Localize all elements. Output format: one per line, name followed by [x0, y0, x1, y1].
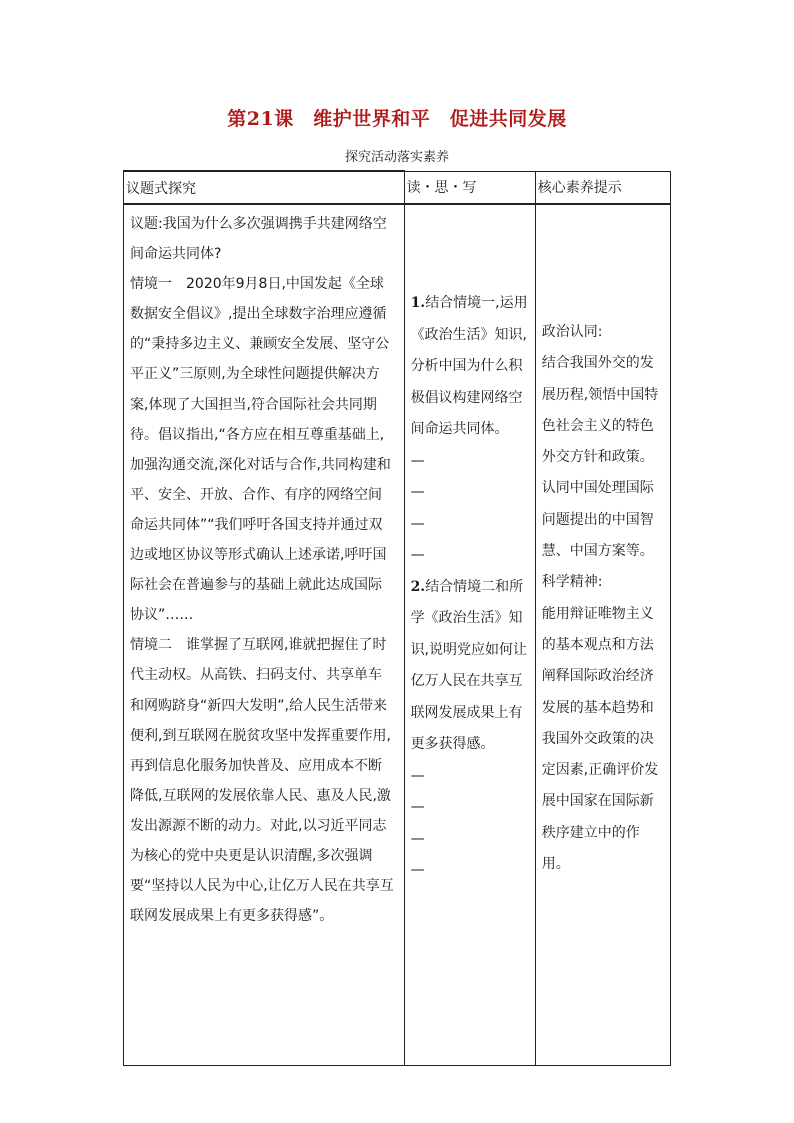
- question-one-number: 1.: [410, 295, 426, 311]
- question-two: [411, 572, 529, 761]
- table-header-row: [124, 171, 671, 204]
- question-two-text: 结合情境二和所学《政治生活》知识,说明党应如何让亿万人民在共享互联网发展成果上有更多获得感。: [410, 578, 528, 752]
- topic-question: 议题:我国为什么多次强调携手共建网络空间命运共同体?: [130, 216, 387, 263]
- table-body-row: [124, 204, 671, 1066]
- header-read-think-write: 读・思・写: [404, 171, 535, 204]
- inquiry-table: [123, 170, 671, 1066]
- header-inquiry: 议题式探究: [124, 171, 405, 204]
- scientific-spirit-text: 能用辩证唯物主义的基本观点和方法阐释国际政治经济发展的基本趋势和我国外交政策的决定因素,正确评价发展中国家在国际新秩序建立中的作用。: [541, 605, 659, 873]
- question-one: [411, 288, 529, 446]
- scenario-one: 情境一 2020年9月8日,中国发起《全球数据安全倡议》,提出全球数字治理应遵循的“秉持多边主义、兼顾安全发展、坚守公平正义”三原则,为全球性问题提供解决方案,体现了大国担当,符合国际社会共同期待。倡议指出,“各方应在相互尊重基础上,加强沟通交流,深化对话与合作,共同构建和平、安全、开放、合作、有序的网络空间命运共同体”“我们呼吁各国支持并通过双边或地区协议等形式确认上述承诺,呼吁国际社会在普遍参与的基础上就此达成国际协议”……: [130, 276, 391, 624]
- scientific-spirit-heading: 科学精神:: [541, 574, 603, 591]
- lesson-title: 第21课 维护世界和平 促进共同发展: [227, 108, 567, 130]
- header-core-literacy: 核心素养提示: [535, 171, 670, 204]
- answer-line[interactable]: —: [410, 547, 425, 563]
- political-identity-heading: 政治认同:: [541, 324, 603, 340]
- political-identity-text: 结合我国外交的发展历程,领悟中国特色社会主义的特色外交方针和政策。认同中国处理国际问题提出的中国智慧、中国方案等。: [541, 355, 659, 560]
- core-literacy-column: [535, 204, 670, 1066]
- answer-line[interactable]: —: [410, 452, 425, 469]
- question-one-text: 结合情境一,运用《政治生活》知识,分析中国为什么积极倡议构建网络空间命运共同体。: [410, 295, 528, 437]
- answer-line[interactable]: —: [410, 484, 425, 500]
- scenario-two: 情境二 谁掌握了互联网,谁就把握住了时代主动权。从高铁、扫码支付、共享单车和网购跻身“新四大发明”,给人民生活带来便利,到互联网在脱贫攻坚中发挥重要作用,再到信息化服务加快普及、应用成本不断降低,互联网的发展依靠人民、惠及人民,激发出源源不断的动力。对此,以习近平同志为核心的党中央更是认识清醒,多次强调要“坚持以人民为中心,让亿万人民在共享互联网发展成果上有更多获得感”。: [130, 637, 394, 925]
- answer-line[interactable]: —: [410, 862, 425, 878]
- answer-line[interactable]: —: [410, 799, 425, 815]
- answer-line[interactable]: —: [410, 830, 425, 847]
- section-subtitle: 探究活动落实素养: [344, 150, 449, 165]
- answer-line[interactable]: —: [410, 767, 425, 784]
- inquiry-column: [124, 204, 405, 1066]
- question-two-number: 2.: [410, 578, 426, 595]
- read-think-write-column: [404, 204, 535, 1066]
- answer-line[interactable]: —: [410, 515, 425, 532]
